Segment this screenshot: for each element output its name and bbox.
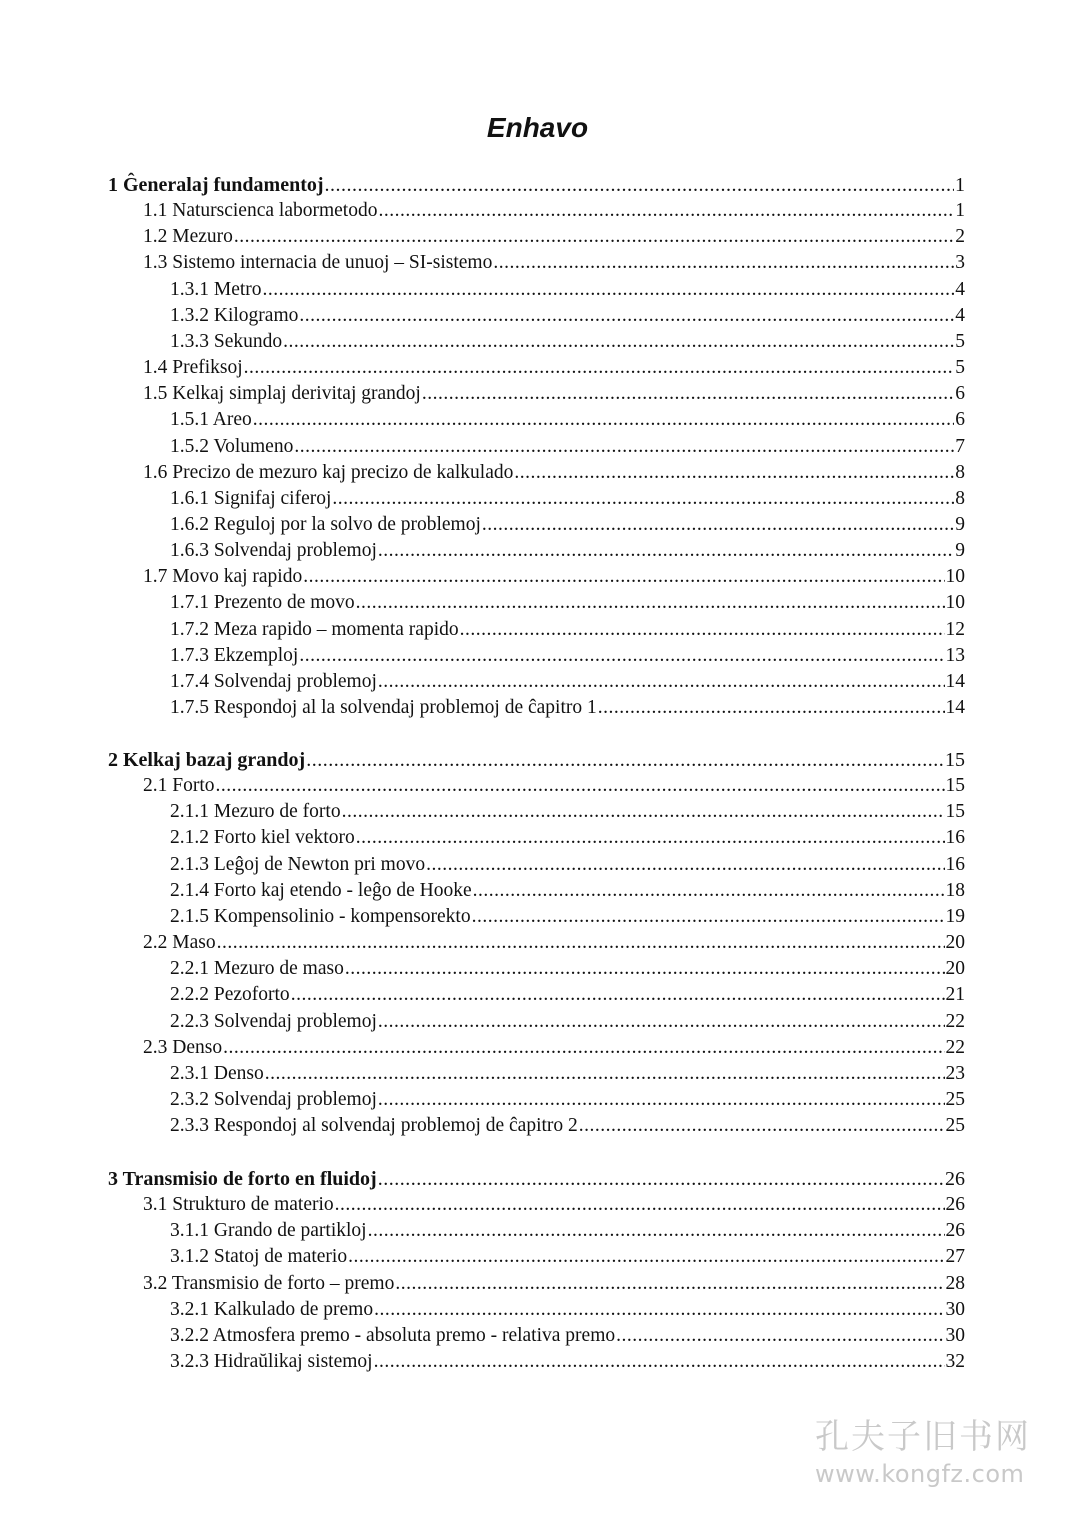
toc-entry[interactable] [143,1192,965,1218]
toc-dot-leader [473,878,945,904]
toc-entry[interactable] [143,773,965,799]
toc-entry[interactable] [170,538,965,564]
toc-dot-leader [374,1297,944,1323]
toc-page-number: 16 [945,853,965,875]
toc-entry[interactable] [170,1009,965,1035]
toc-dot-leader [356,590,945,616]
toc-page-number: 30 [945,1298,965,1320]
toc-page-number: 26 [945,1220,965,1242]
toc-entry[interactable] [170,303,965,329]
toc-entry[interactable] [170,878,965,904]
toc-dot-leader [306,747,944,773]
toc-entry-label: 2.1 Forto [143,775,215,797]
toc-entry[interactable] [170,617,965,643]
toc-chapter-entry[interactable] [108,172,965,198]
toc-dot-leader [216,773,945,799]
toc-entry[interactable] [143,381,965,407]
toc-page-number: 16 [945,827,965,849]
toc-entry-label: 2.3 Denso [143,1036,223,1058]
toc-dot-leader [374,1349,945,1375]
toc-entry-label: 3.2.3 Hidraŭlikaj sistemoj [170,1351,373,1373]
toc-page-number: 25 [945,1088,965,1110]
toc-entry[interactable] [170,1218,965,1244]
toc-entry-label: 2.2.1 Mezuro de maso [170,958,344,980]
toc-page-number: 3 [955,252,965,274]
toc-entry[interactable] [170,512,965,538]
toc-page-number: 21 [945,984,965,1006]
toc-dot-leader [332,486,954,512]
toc-page-number: 15 [945,801,965,823]
toc-page-number: 8 [955,461,965,483]
toc-entry-label: 1.5.2 Volumeno [170,435,294,457]
toc-page-number: 14 [945,697,965,718]
toc-entry[interactable] [170,1087,965,1113]
toc-dot-leader [234,224,954,250]
toc-entry[interactable] [170,407,965,433]
watermark-logo-text: 孔夫子旧书网 [815,1417,1031,1457]
toc-entry-label: 3.2.2 Atmosfera premo - absoluta premo - relativa premo [170,1324,616,1346]
toc-dot-leader [283,329,954,355]
toc-entry-label: 2.3.1 Denso [170,1062,264,1084]
toc-entry[interactable] [143,460,965,486]
toc-entry-label: 2.1.5 Kompensolinio - kompensorekto [170,905,471,927]
toc-entry[interactable] [170,486,965,512]
toc-page-number: 5 [955,330,965,352]
toc-page-number: 32 [945,1351,965,1373]
toc-entry[interactable] [170,1244,965,1270]
toc-page-number: 30 [945,1324,965,1346]
toc-entry-label: 1.7 Movo kaj rapido [143,566,303,588]
toc-dot-leader [579,1113,945,1139]
toc-dot-leader [422,381,954,407]
toc-page-number: 28 [945,1272,965,1294]
toc-dot-leader [378,538,954,564]
toc-dot-leader [368,1218,945,1244]
toc-page-number: 5 [955,357,965,379]
toc-dot-leader [616,1323,944,1349]
toc-dot-leader [325,172,954,198]
toc-page-number: 18 [945,879,965,901]
toc-entry-label: 1.3.3 Sekundo [170,330,283,352]
toc-entry-label: 1 Ĝeneralaj fundamentoj [108,174,324,196]
toc-dot-leader [345,956,945,982]
toc-dot-leader [472,904,945,930]
toc-dot-leader [378,1166,944,1192]
toc-entry-label: 1.7.3 Ekzemploj [170,644,299,666]
toc-entry-label: 1.3.2 Kilogramo [170,304,299,326]
toc-entry[interactable] [170,1113,965,1139]
toc-entry-label: 1.5 Kelkaj simplaj derivitaj grandoj [143,383,421,405]
toc-page-number: 26 [945,1194,965,1216]
toc-entry[interactable] [170,1349,965,1375]
toc-entry[interactable] [143,930,965,956]
toc-page-number: 13 [945,644,965,666]
toc-dot-leader [303,564,944,590]
toc-entry-label: 2.1.3 Leĝoj de Newton pri movo [170,853,426,875]
toc-entry-label: 2.3.2 Solvendaj problemoj [170,1088,377,1110]
toc-page-number: 9 [955,540,965,562]
toc-page-number: 9 [955,513,965,535]
toc-page-number: 15 [945,749,965,771]
toc-page-number: 7 [955,435,965,457]
toc-dot-leader [263,277,955,303]
toc-entry[interactable] [170,590,965,616]
toc-page-number: 1 [955,174,965,196]
toc-entry-label: 1.1 Naturscienca labormetodo [143,200,378,222]
toc-page-number: 15 [945,775,965,797]
toc-entry[interactable] [170,1323,965,1349]
toc-entry[interactable] [143,250,965,276]
toc-entry-label: 2 Kelkaj bazaj grandoj [108,749,306,771]
toc-entry-label: 1.5.1 Areo [170,409,252,431]
toc-page-number: 4 [955,278,965,300]
toc-entry-label: 2.2 Maso [143,932,216,954]
toc-entry-label: 1.7.4 Solvendaj problemoj [170,670,377,692]
toc-entry[interactable] [170,329,965,355]
toc-dot-leader [378,1009,945,1035]
toc-entry[interactable] [170,434,965,460]
toc-dot-leader [482,512,954,538]
toc-entry[interactable] [143,355,965,381]
watermark [815,1415,1055,1495]
toc-chapter-entry[interactable] [108,747,965,773]
toc-entry-label: 1.4 Prefiksoj [143,357,243,379]
toc-page-number: 6 [955,383,965,405]
toc-entry-label: 1.6.1 Signifaj ciferoj [170,487,332,509]
toc-entry[interactable] [170,852,965,878]
toc-entry[interactable] [170,277,965,303]
toc-entry-label: 2.2.3 Solvendaj problemoj [170,1010,377,1032]
toc-entry-label: 1.7.1 Prezento de movo [170,592,355,614]
toc-page-number: 6 [955,409,965,431]
toc-dot-leader [460,617,945,643]
toc-entry-label: 1.6 Precizo de mezuro kaj precizo de kalkulado [143,461,514,483]
toc-entry-label: 1.2 Mezuro [143,226,233,248]
toc-page-number: 8 [955,487,965,509]
toc-dot-leader [342,799,945,825]
toc-dot-leader [299,303,954,329]
toc-entry-label: 1.6.3 Solvendaj problemoj [170,540,377,562]
toc-chapter-entry[interactable] [108,1166,965,1192]
toc-entry[interactable] [170,1297,965,1323]
toc-entry-label: 3.2 Transmisio de forto – premo [143,1272,395,1294]
toc-entry-label: 2.1.2 Forto kiel vektoro [170,827,355,849]
toc-dot-leader [335,1192,945,1218]
toc-entry[interactable] [170,956,965,982]
toc-entry[interactable] [170,799,965,825]
toc-dot-leader [244,355,955,381]
toc-entry[interactable] [170,982,965,1008]
toc-page-number: 1 [955,200,965,222]
toc-page-number: 10 [945,566,965,588]
toc-page-number: 25 [945,1115,965,1137]
toc-entry-label: 1.3.1 Metro [170,278,262,300]
toc-entry-label: 3.1.1 Grando de partikloj [170,1220,367,1242]
toc-entry-label: 3.1 Strukturo de materio [143,1194,334,1216]
toc-entry-label: 3.1.2 Statoj de materio [170,1246,348,1268]
toc-page-number: 12 [945,618,965,640]
toc-dot-leader [378,1087,945,1113]
toc-entry[interactable] [170,669,965,695]
toc-entry-label: 1.3 Sistemo internacia de unuoj – SI-sistemo [143,252,493,274]
toc-page-number: 14 [945,670,965,692]
toc-dot-leader [291,982,945,1008]
toc-dot-leader [253,407,954,433]
toc-dot-leader [598,695,945,721]
toc-dot-leader [378,198,954,224]
toc-page-number: 20 [945,932,965,954]
toc-page-number: 10 [945,592,965,614]
toc-page-number: 22 [945,1010,965,1032]
toc-entry[interactable] [170,1061,965,1087]
toc-page-number: 22 [945,1036,965,1058]
toc-page-number: 27 [945,1246,965,1268]
toc-dot-leader [378,669,945,695]
toc-entry-label: 1.7.5 Respondoj al la solvendaj problemoj de ĉapitro 1 [170,697,597,718]
toc-page-number: 19 [945,905,965,927]
toc-page-number: 2 [955,226,965,248]
toc-entry-label: 3 Transmisio de forto en fluidoj [108,1168,377,1190]
toc-entry[interactable] [143,224,965,250]
toc-entry[interactable] [170,904,965,930]
toc-entry-label: 3.2.1 Kalkulado de premo [170,1298,374,1320]
toc-entry[interactable] [170,825,965,851]
toc-entry-label: 2.1.1 Mezuro de forto [170,801,341,823]
toc-entry[interactable] [143,564,965,590]
toc-dot-leader [294,434,954,460]
toc-dot-leader [223,1035,944,1061]
toc-dot-leader [299,643,944,669]
toc-dot-leader [217,930,945,956]
toc-entry[interactable] [170,643,965,669]
toc-dot-leader [426,852,944,878]
toc-dot-leader [348,1244,944,1270]
toc-page-number: 4 [955,304,965,326]
toc-entry-label: 2.3.3 Respondoj al solvendaj problemoj de ĉapitro 2 [170,1115,578,1137]
toc-dot-leader [493,250,954,276]
toc-page-number: 26 [945,1168,965,1190]
toc-entry[interactable] [143,1035,965,1061]
toc-entry-label: 1.7.2 Meza rapido – momenta rapido [170,618,459,640]
watermark-url: www.kongfz.com [815,1460,1025,1488]
toc-entry-label: 1.6.2 Reguloj por la solvo de problemoj [170,513,481,535]
toc-dot-leader [514,460,954,486]
toc-page-number: 23 [945,1062,965,1084]
toc-page-number: 20 [945,958,965,980]
toc-entry-label: 2.2.2 Pezoforto [170,984,290,1006]
page-title: Enhavo [486,112,589,143]
toc-entry[interactable] [143,198,965,224]
toc-dot-leader [395,1271,944,1297]
toc-entry[interactable] [143,1271,965,1297]
toc-dot-leader [265,1061,945,1087]
toc-dot-leader [356,825,945,851]
toc-entry[interactable] [170,695,965,721]
toc-entry-label: 2.1.4 Forto kaj etendo - leĝo de Hooke [170,879,472,901]
